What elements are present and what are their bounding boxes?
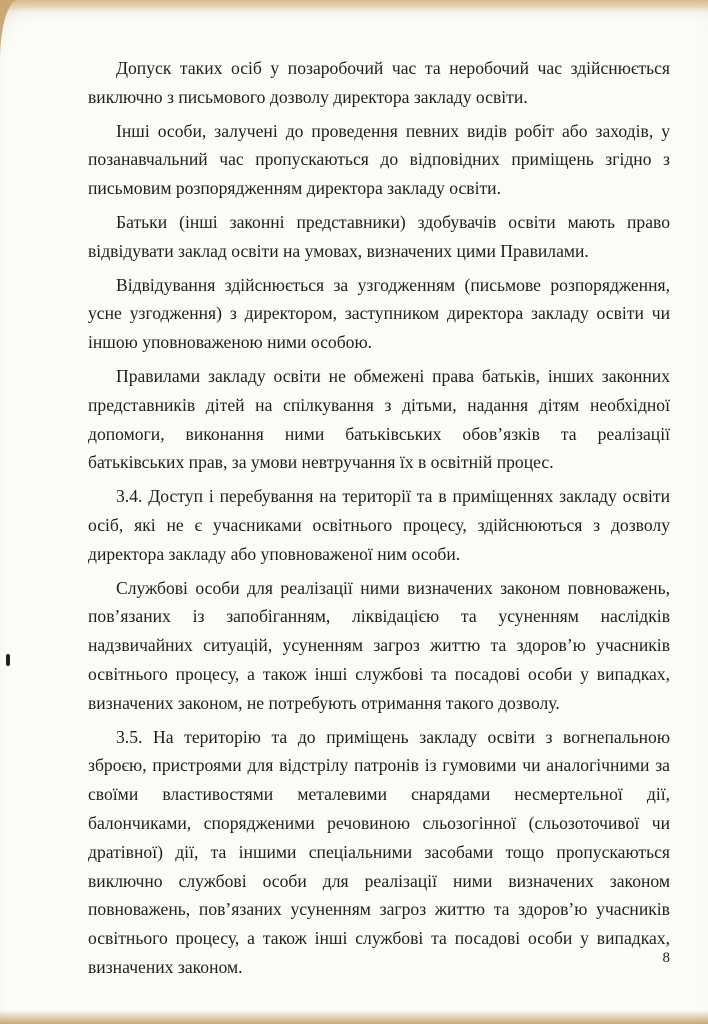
paragraph: Правилами закладу освіти не обмежені права батьків, інших законних представників дітей на спілкування з дітьми, надання дітям необхідної допомоги, виконання ними батьківських обов’язків та реалізації батьківських прав, за умови невтручання їх в освітній процес. (88, 365, 670, 473)
paragraph: Інші особи, залучені до проведення певних видів робіт або заходів, у позанавчальний час пропускаються до відповідних приміщень згідно з письмовим розпорядженням директора закладу освіти. (88, 120, 670, 199)
paragraph: Допуск таких осіб у позаробочий час та неробочий час здійснюється виключно з письмового дозволу директора закладу освіти. (88, 58, 670, 107)
paragraph: Відвідування здійснюється за узгодженням (письмове розпорядження, усне узгодження) з директором, заступником директора закладу освіти чи іншою уповноваженою ними особою. (88, 274, 670, 353)
page-number: 8 (662, 950, 670, 966)
margin-mark (6, 654, 10, 666)
document-body (88, 54, 670, 987)
paragraph-3-5: 3.5. На територію та до приміщень закладу освіти з вогнепальною зброєю, пристроями для відстрілу патронів із гумовими чи аналогічними за своїми властивостями металевими снарядами несмертельної дії, балончиками, спорядженими речовиною сльозогінної (сльозоточивої чи дратівної) дії, та іншими спеціальними засобами тощо пропускаються виключно службові особи для реалізації ними визначених законом повноважень, пов’язаних усуненням загроз життю та здоров’ю учасників освітнього процесу, а також інші службові та посадові особи у випадках, визначених законом. (88, 726, 670, 977)
paragraph: Службові особи для реалізації ними визначених законом повноважень, пов’язаних із запобіганням, ліквідацією та усуненням наслідків надзвичайних ситуацій, усуненням загроз життю та здоров’ю учасників освітнього процесу, а також інші службові та посадові особи у випадках, визначених законом, не потребують отримання такого дозволу. (88, 577, 670, 713)
paragraph: Батьки (інші законні представники) здобувачів освіти мають право відвідувати заклад освіти на умовах, визначених цими Правилами. (88, 211, 670, 261)
paragraph-3-4: 3.4. Доступ і перебування на території та в приміщеннях закладу освіти осіб, які не є учасниками освітнього процесу, здійснюються з дозволу директора закладу або уповноваженої ним особи. (88, 486, 670, 564)
